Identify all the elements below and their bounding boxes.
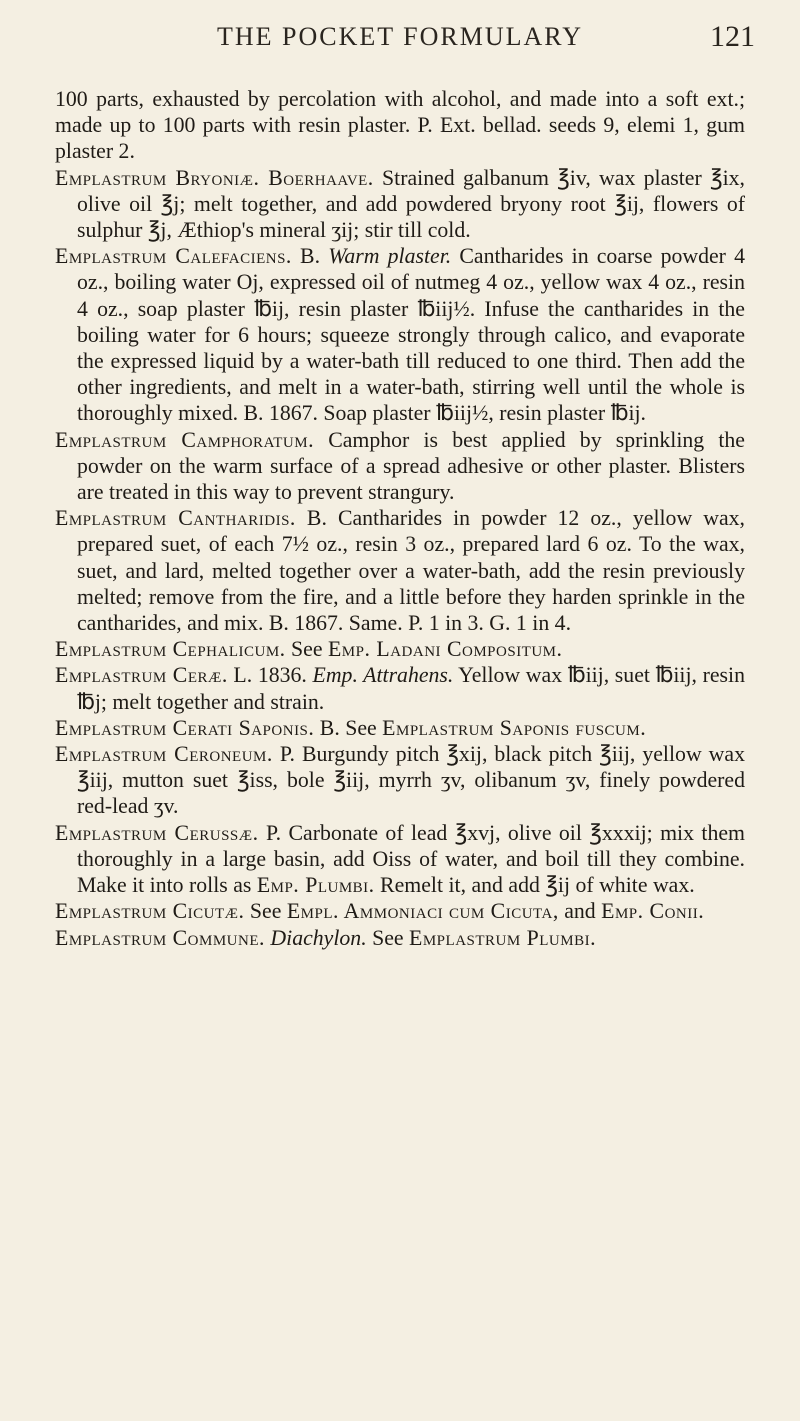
formulary-entry (55, 898, 745, 924)
formulary-entry (55, 820, 745, 899)
formulary-entry (55, 165, 745, 244)
entry-text: B. See (314, 715, 383, 740)
entry-text: B. (291, 244, 329, 269)
entry-text: 100 parts, exhausted by percolation with alcohol, and made into a soft ext.; made up to 100 parts with resin plaster. P. Ext. bellad. seeds 9, elemi 1, gum plaster 2. (55, 87, 745, 164)
entry-text: and (558, 899, 602, 924)
entry-text: Remelt it, and add ℥ij of white wax. (374, 873, 695, 898)
entry-heading: Emplastrum Ceræ. (55, 663, 228, 688)
entry-heading: Emplastrum Cephalicum. (55, 637, 286, 662)
page-header (0, 20, 800, 68)
formulary-entry (55, 662, 745, 714)
italic-term: Warm plaster. (328, 244, 452, 269)
entry-text: See (366, 925, 410, 950)
entry-heading: Emplastrum Cantharidis. (55, 506, 296, 531)
formulary-entry (55, 636, 745, 662)
entry-heading: Emplastrum Camphoratum. (55, 427, 315, 452)
entry-heading: Emp. Ladani Compositum. (327, 637, 563, 662)
formulary-entry (55, 925, 745, 951)
entry-heading: Emplastrum Cicutæ. (55, 899, 245, 924)
formulary-entry (55, 741, 745, 820)
entry-text: P. Burgundy pitch ℥xij, black pitch ℥iij, yellow wax ℥iij, mutton suet ℥iss, bole ℥iij, myrrh ʒv, olibanum ʒv, finely powdered red-lead ʒv. (77, 742, 745, 819)
formulary-entry (55, 505, 745, 636)
italic-term: Emp. Attrahens. (312, 663, 454, 688)
entry-heading: Empl. Ammoniaci cum Cicuta, (286, 899, 559, 924)
entry-text: Yellow wax ℔iij, suet ℔iij, resin ℔j; melt together and strain. (77, 663, 745, 714)
entry-heading: Emplastrum Ceroneum. (55, 742, 273, 767)
entry-text: See (244, 899, 287, 924)
entry-text: L. 1836. (227, 663, 313, 688)
page-body (55, 86, 745, 951)
running-head: THE POCKET FORMULARY (216, 22, 583, 51)
entry-heading: Emplastrum Commune. (55, 925, 265, 950)
entry-text: B. Cantharides in powder 12 oz., yellow wax, prepared suet, of each 7½ oz., resin 3 oz., prepared lard 6 oz. To the wax, suet, and lard, melted together over a water-bath, add the resin previously melted; remove from the fire, and a little before they harden sprinkle in the cantharides, and mix. B. 1867. Same. P. 1 in 3. G. 1 in 4. (77, 506, 745, 636)
entry-text: Strained galbanum ℥iv, wax plaster ℥ix, olive oil ℥j; melt together, and add powdered bryony root ℥ij, flowers of sulphur ℥j, Æthiop's mineral ʒij; stir till cold. (77, 165, 745, 243)
entry-heading: Emplastrum Cerati Saponis. (55, 715, 315, 740)
entry-heading: Emplastrum Bryoniæ. Boerhaave. (55, 165, 374, 190)
entry-heading: Emp. Plumbi. (256, 873, 375, 898)
entry-heading: Emplastrum Saponis fuscum. (382, 715, 647, 740)
page-number: 121 (710, 20, 755, 53)
entry-text: Camphor is best applied by sprinkling the powder on the warm surface of a spread adhesive or other plaster. Blisters are treated in this way to prevent strangury. (77, 427, 745, 505)
formulary-entry (55, 243, 745, 426)
formulary-entry (55, 427, 745, 506)
entry-text: Cantharides in coarse powder 4 oz., boiling water Oj, expressed oil of nutmeg 4 oz., yellow wax 4 oz., resin 4 oz., soap plaster ℔ij, resin plaster ℔iij½. Infuse the cantharides in the boiling water for 6 hours; squeeze strongly through calico, and evaporate the expressed liquid by a water-bath till reduced to one third. Then add the other ingredients, and melt in a water-bath, stirring well until the whole is thoroughly mixed. B. 1867. Soap plaster ℔iij½, resin plaster ℔ij. (77, 244, 746, 426)
entry-heading: Emplastrum Cerussæ. (55, 820, 259, 845)
entry-heading: Emp. Conii. (601, 899, 705, 924)
entry-text: See (285, 637, 328, 662)
entry-text: P. Carbonate of lead ℥xvj, olive oil ℥xxxij; mix them thoroughly in a large basin, add Oiss of water, and boil till they combine. Make it into rolls as (77, 820, 745, 898)
continued-entry (55, 86, 745, 165)
italic-term: Diachylon. (270, 925, 367, 950)
entry-heading: Emplastrum Calefaciens. (55, 244, 292, 269)
formulary-entry (55, 715, 745, 741)
entry-heading: Emplastrum Plumbi. (409, 925, 597, 950)
